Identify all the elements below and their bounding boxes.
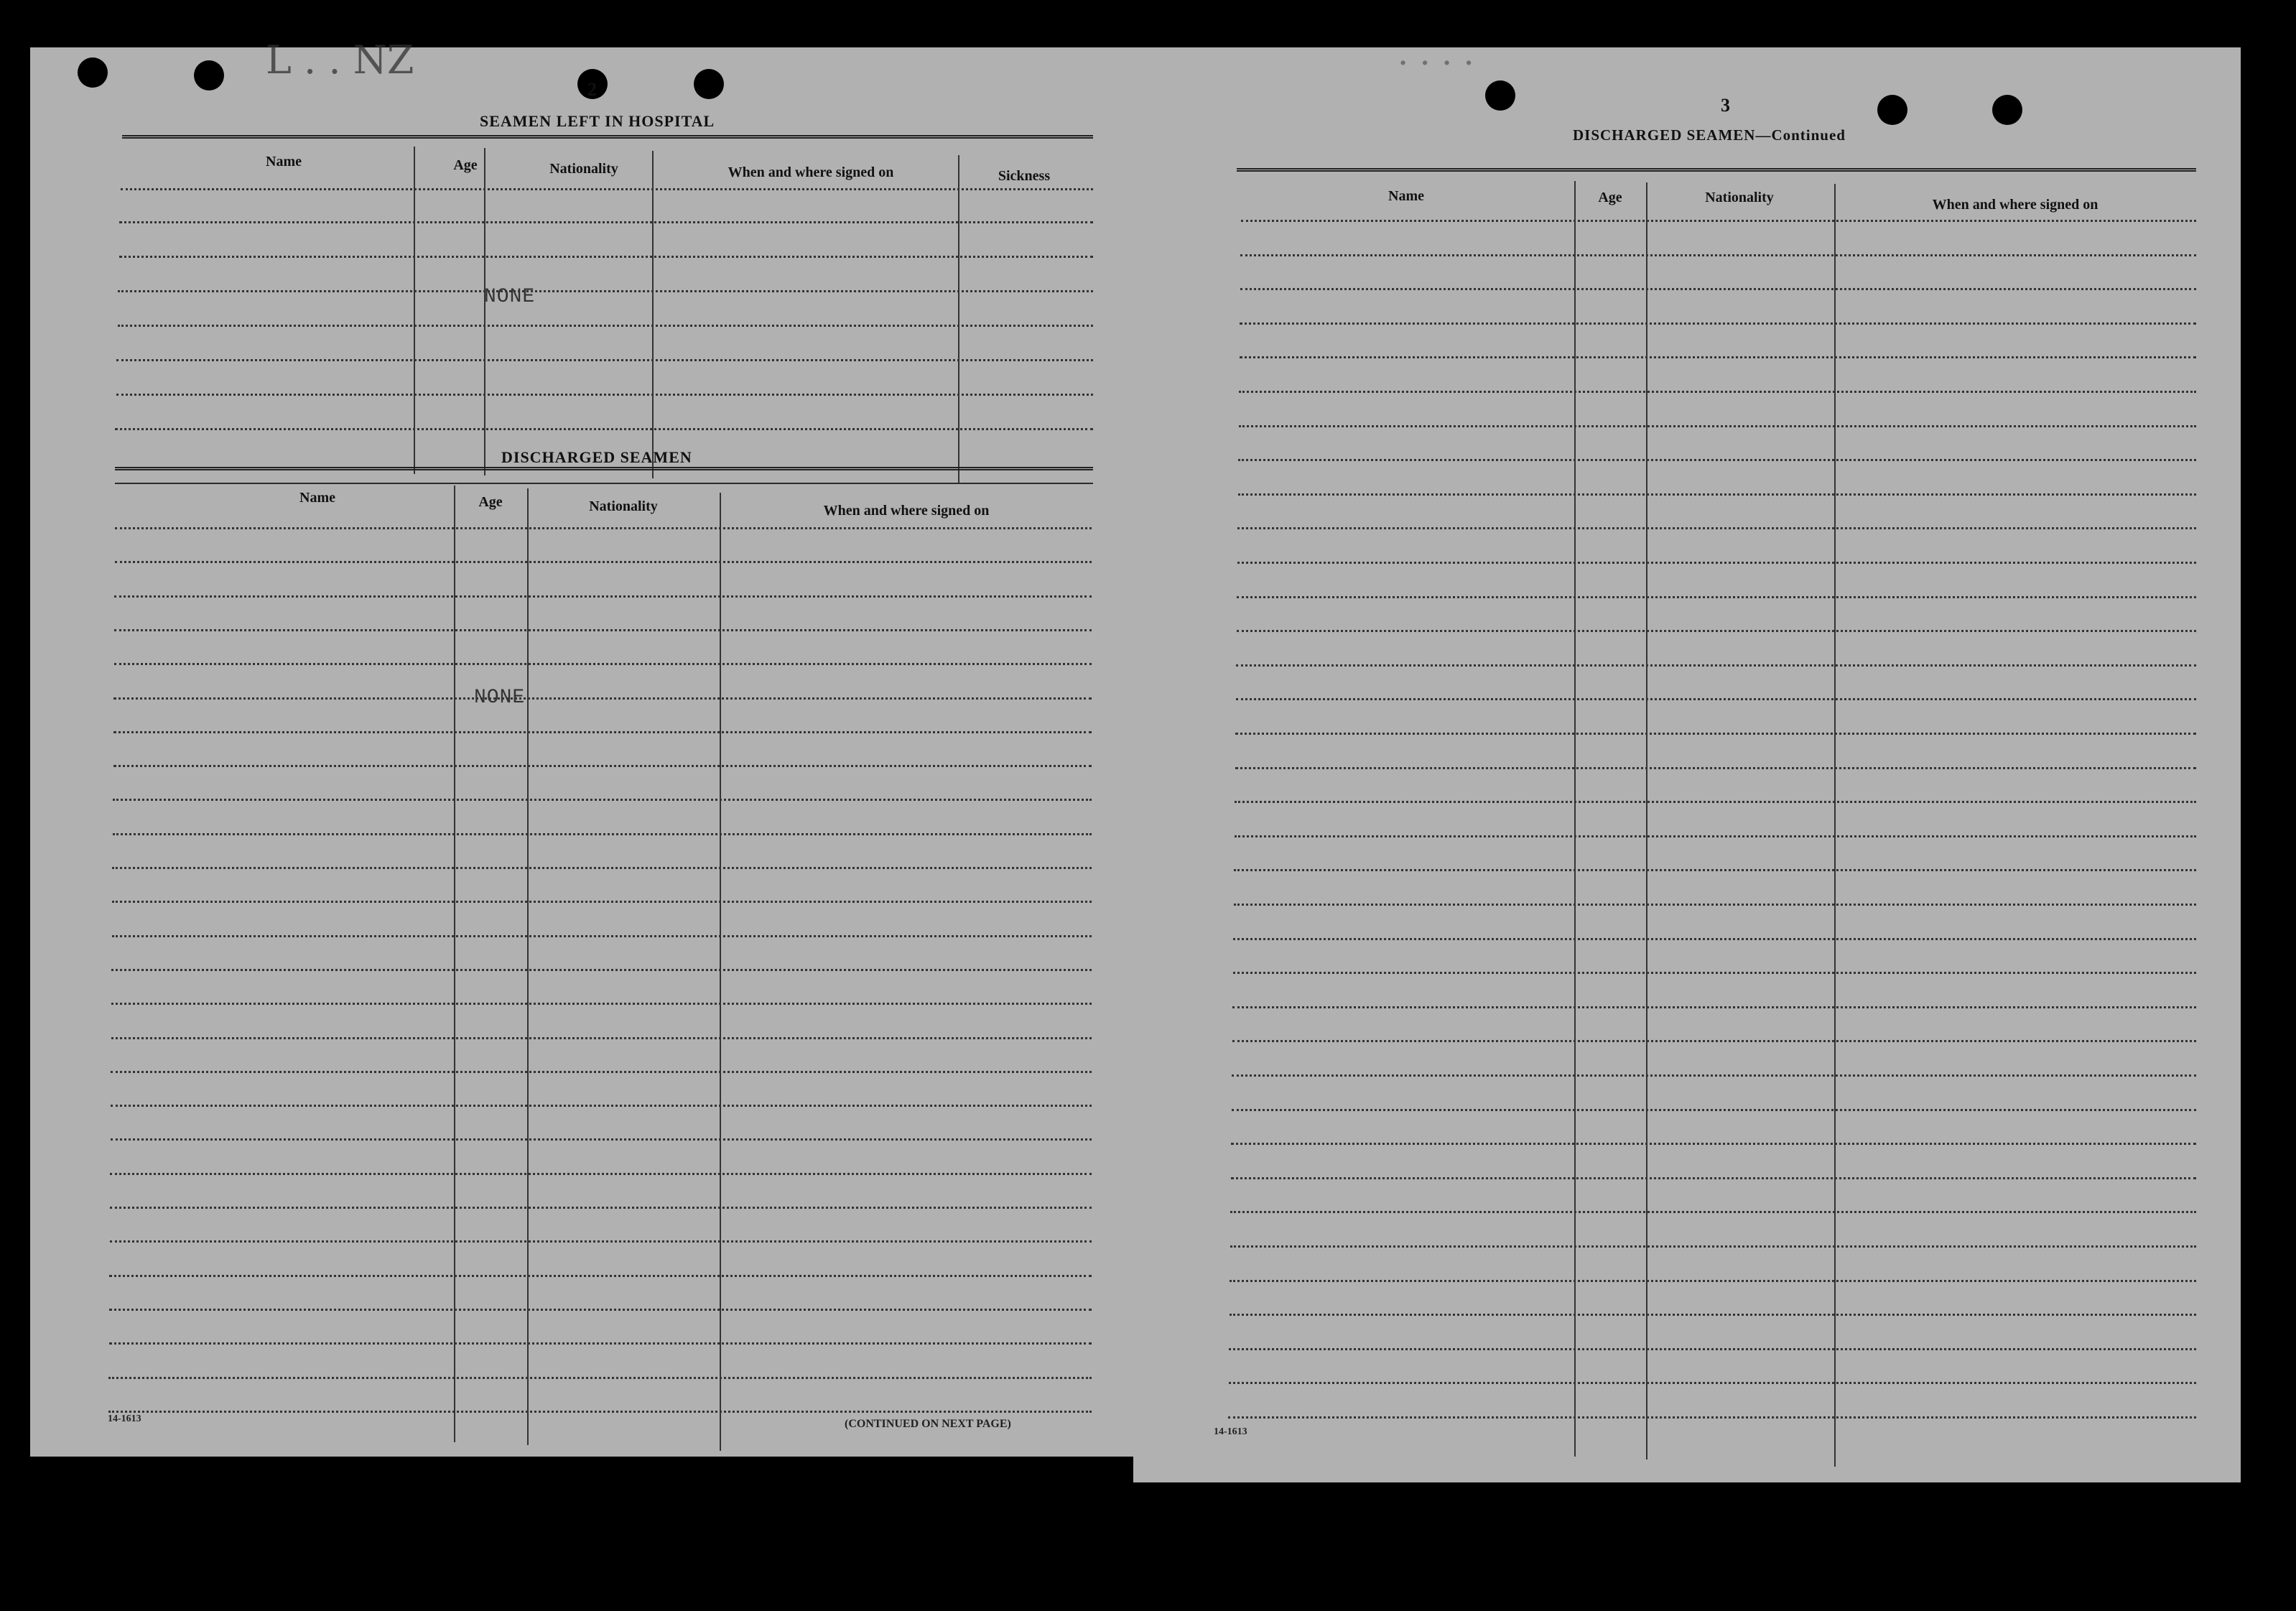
col-header-age: Age [1598, 190, 1622, 205]
column-divider [720, 493, 721, 1451]
table-row [111, 1037, 1092, 1039]
table-row [110, 1240, 1092, 1243]
table-row [1228, 1416, 2196, 1419]
table-row [111, 1003, 1092, 1005]
table-row [1232, 1006, 2196, 1008]
table-row [116, 359, 1093, 361]
column-divider [1574, 181, 1576, 1457]
table-row [115, 428, 1093, 430]
column-divider [1646, 182, 1647, 1459]
table-row [115, 561, 1092, 563]
table-row [1230, 1245, 2196, 1248]
table-row [112, 935, 1092, 937]
section-rule [115, 483, 1093, 484]
table-row [1230, 1314, 2196, 1316]
table-row [1233, 972, 2196, 974]
table-row [1240, 322, 2196, 325]
table-row [1232, 1074, 2196, 1077]
hospital-entry: NONE [484, 286, 536, 308]
table-row [1238, 459, 2196, 461]
col-header-nationality: Nationality [549, 161, 618, 177]
form-number: 14-1613 [1214, 1426, 1247, 1437]
col-header-name: Name [1388, 188, 1424, 204]
table-row [114, 663, 1092, 665]
hospital-section-title: SEAMEN LEFT IN HOSPITAL [480, 112, 715, 130]
table-row [1230, 1211, 2196, 1213]
table-row [111, 1071, 1092, 1073]
table-row [1235, 835, 2196, 837]
table-row [114, 629, 1092, 631]
punch-hole [78, 57, 108, 88]
section-rule [122, 135, 1093, 139]
table-row [1237, 562, 2196, 564]
table-row [1238, 493, 2196, 496]
continued-section-title: DISCHARGED SEAMEN—Continued [1573, 126, 1846, 144]
table-row [1229, 1348, 2196, 1350]
table-row [1231, 1177, 2196, 1179]
table-row [1235, 733, 2196, 735]
col-header-name: Name [299, 490, 335, 506]
col-header-name: Name [266, 154, 302, 170]
col-header-sickness: Sickness [998, 168, 1051, 184]
table-row [1236, 664, 2196, 667]
table-row [1239, 425, 2196, 427]
table-row [116, 394, 1093, 396]
table-row [108, 1377, 1092, 1379]
table-row [1240, 288, 2196, 290]
table-row [121, 188, 1093, 190]
table-row [118, 290, 1093, 292]
punch-hole [1992, 95, 2022, 125]
table-row [110, 1173, 1092, 1175]
column-divider [527, 488, 529, 1445]
page-number: 3 [1721, 95, 1730, 116]
col-header-when-where: When and where signed on [823, 503, 990, 519]
table-row [1237, 630, 2196, 632]
section-rule [115, 467, 1093, 470]
discharged-section-title: DISCHARGED SEAMEN [501, 448, 692, 466]
table-row [1237, 596, 2196, 598]
table-row [112, 901, 1092, 903]
page-number: 2 [587, 79, 597, 100]
table-row [113, 697, 1092, 700]
punch-hole [194, 60, 224, 90]
table-row [1231, 1143, 2196, 1145]
table-row [111, 969, 1092, 971]
col-header-age: Age [478, 494, 503, 510]
table-row [1234, 869, 2196, 871]
punch-hole [1877, 95, 1907, 125]
form-number: 14-1613 [108, 1413, 141, 1424]
table-row [110, 1207, 1092, 1209]
table-row [113, 833, 1092, 835]
table-row [108, 1411, 1092, 1413]
column-divider [958, 155, 959, 483]
table-row [1240, 254, 2196, 256]
table-row [1234, 904, 2196, 906]
table-row [109, 1275, 1092, 1277]
table-row [119, 256, 1093, 258]
col-header-age: Age [453, 157, 478, 173]
column-divider [414, 147, 415, 474]
table-row [112, 867, 1092, 869]
right-page [1133, 43, 2241, 1482]
discharged-entry: NONE [474, 687, 526, 709]
handwritten-mark: · · · · [1398, 43, 1474, 83]
table-row [109, 1342, 1092, 1345]
section-rule [1237, 168, 2196, 172]
table-row [115, 527, 1092, 529]
table-row [113, 799, 1092, 801]
table-row [111, 1138, 1092, 1141]
table-row [113, 765, 1092, 767]
table-row [119, 221, 1093, 223]
table-row [1239, 391, 2196, 393]
continued-note: (CONTINUED ON NEXT PAGE) [845, 1418, 1011, 1430]
table-row [1235, 767, 2196, 769]
col-header-nationality: Nationality [1705, 190, 1774, 205]
table-row [114, 595, 1092, 598]
table-row [111, 1105, 1092, 1107]
col-header-nationality: Nationality [589, 498, 658, 514]
table-row [109, 1309, 1092, 1311]
left-page [30, 37, 1133, 1457]
column-divider [1834, 184, 1836, 1467]
table-row [1235, 801, 2196, 803]
table-row [1233, 938, 2196, 940]
col-header-when-where: When and where signed on [728, 164, 894, 180]
table-row [1230, 1280, 2196, 1282]
table-row [1240, 356, 2196, 358]
table-row [118, 325, 1093, 327]
punch-hole [694, 69, 724, 99]
table-row [1229, 1382, 2196, 1384]
column-divider [484, 148, 485, 475]
punch-hole [1485, 80, 1515, 111]
table-row [1232, 1109, 2196, 1111]
handwritten-mark: L . . NZ [266, 37, 414, 83]
table-row [1241, 220, 2196, 222]
table-row [1232, 1040, 2196, 1042]
table-row [1236, 698, 2196, 700]
table-row [1237, 527, 2196, 529]
table-row [113, 731, 1092, 733]
col-header-when-where: When and where signed on [1932, 197, 2099, 213]
